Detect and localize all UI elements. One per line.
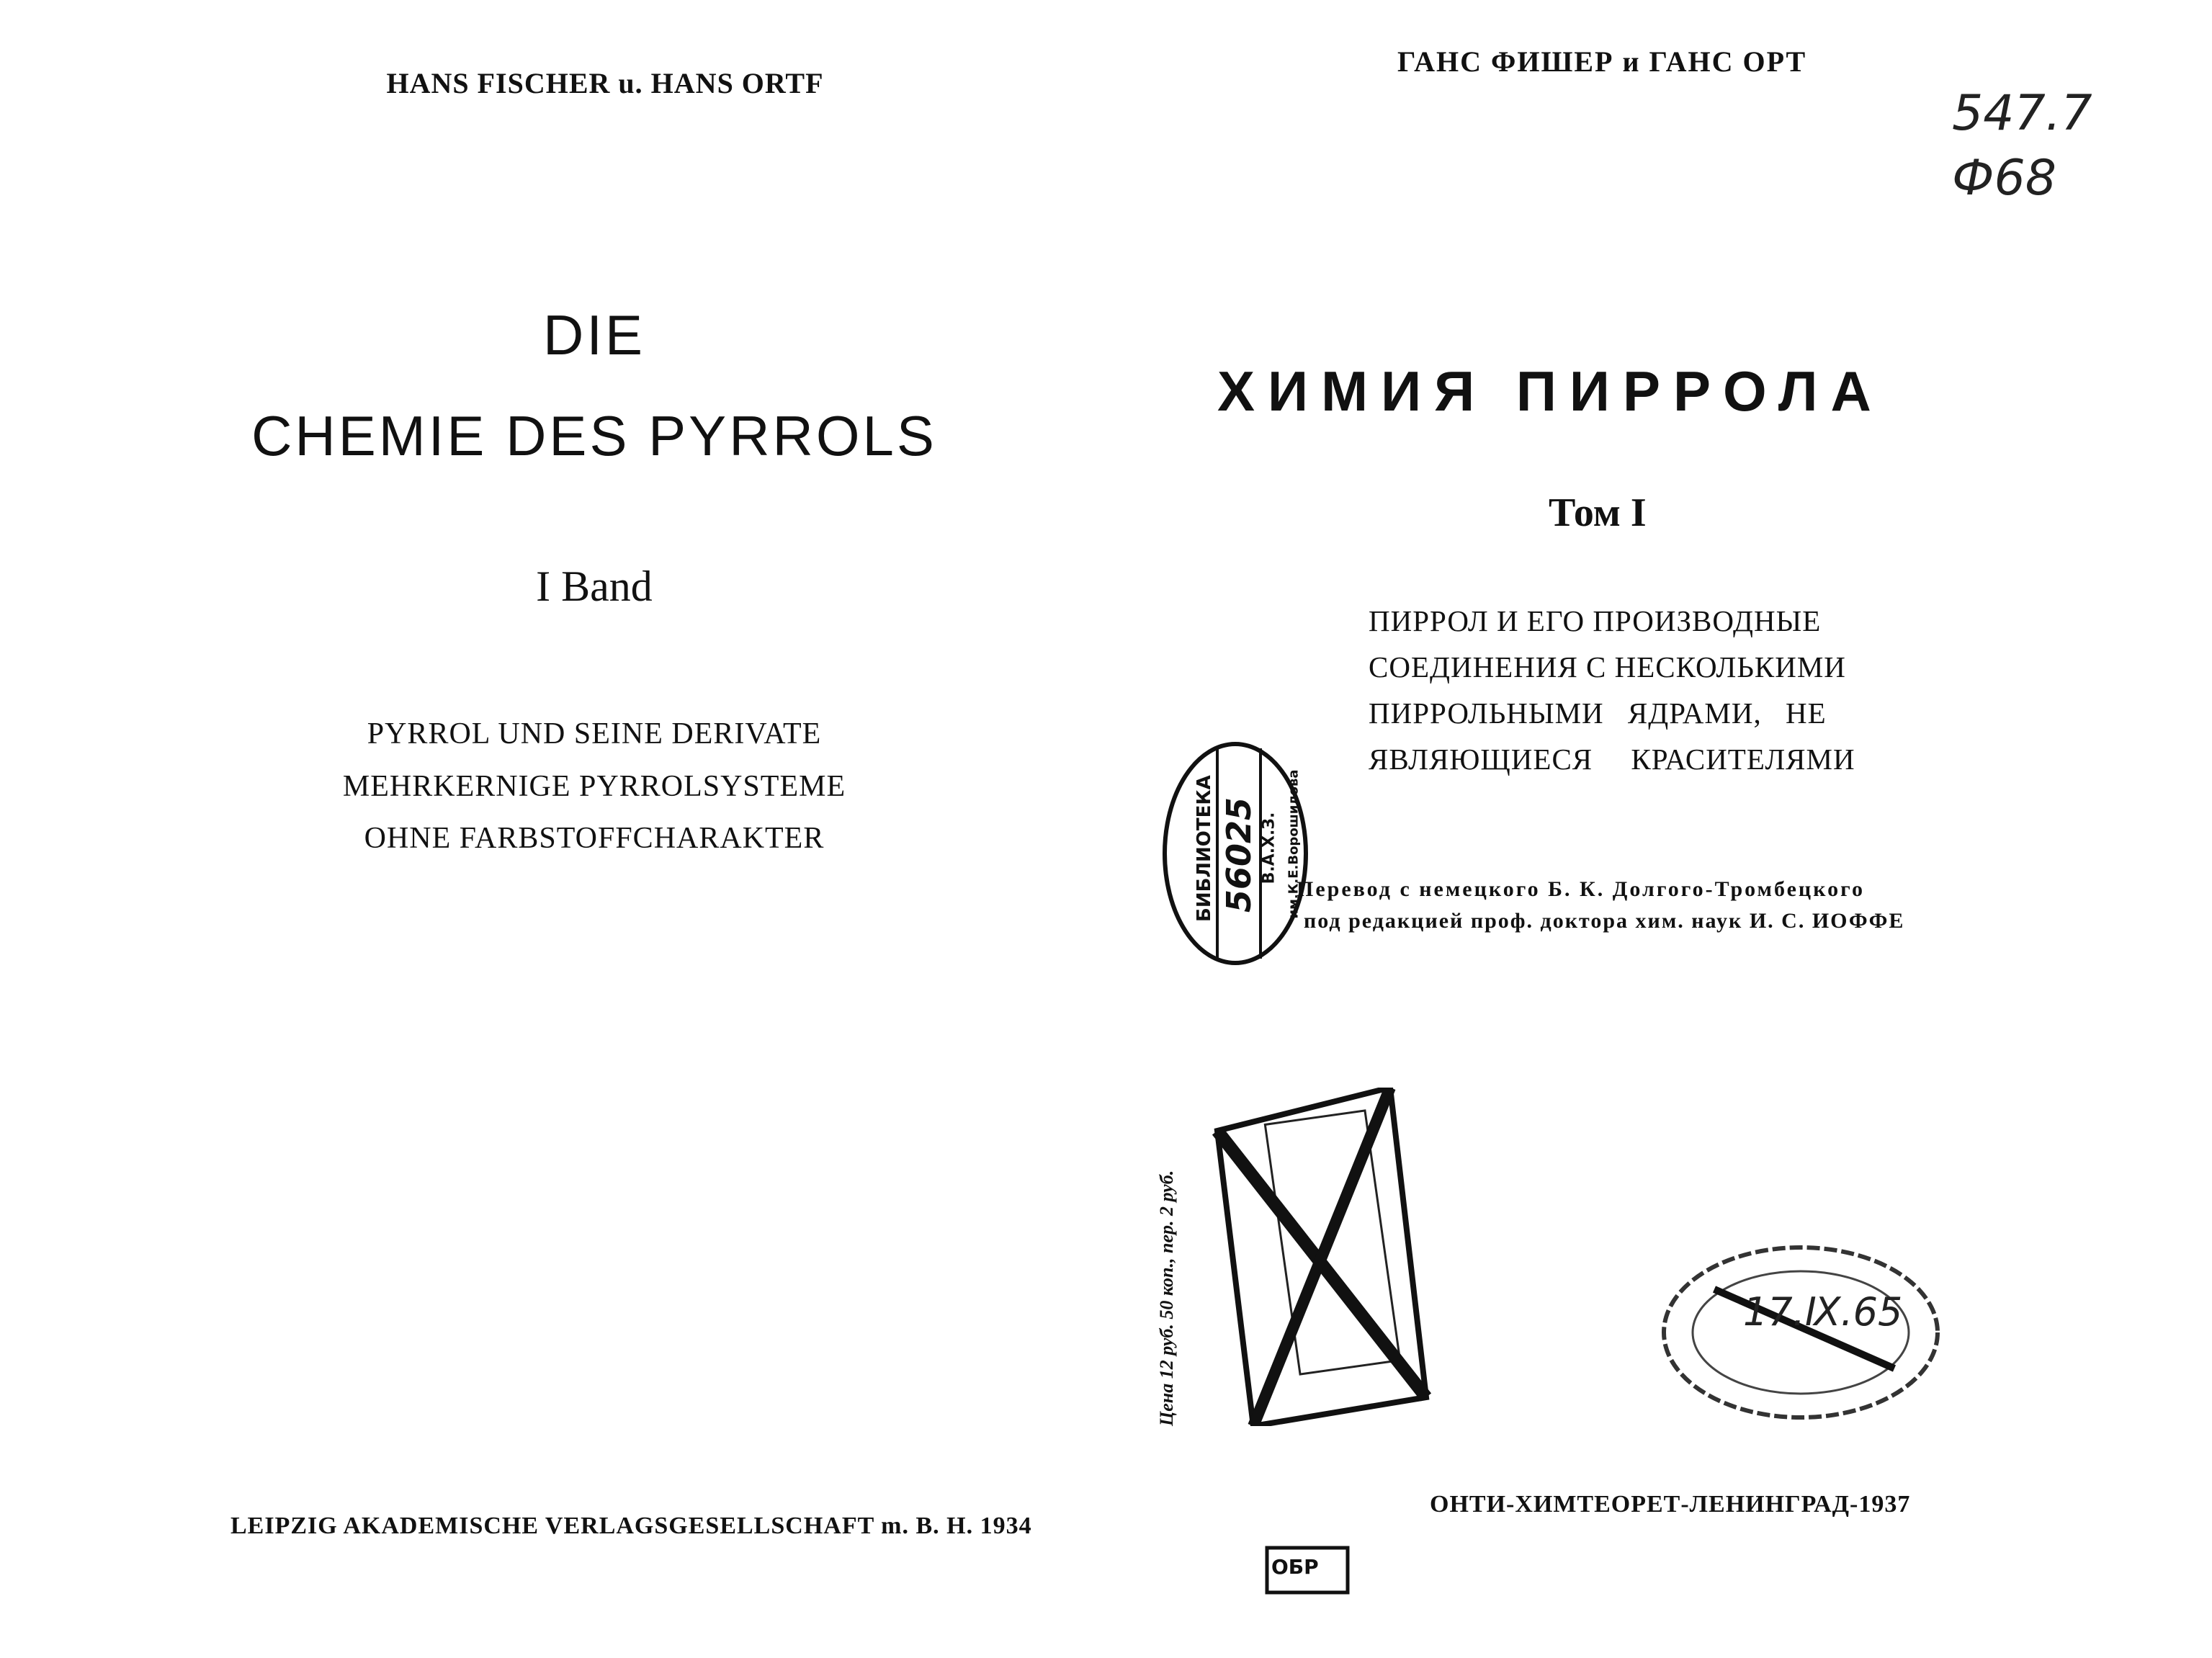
library-stamp-number: 56025 — [1219, 797, 1258, 913]
publisher-russian: ОНТИ-ХИМТЕОРЕТ-ЛЕНИНГРАД-1937 — [1430, 1491, 1911, 1518]
authors-russian: ГАНС ФИШЕР и ГАНС ОРТ — [1397, 45, 1807, 78]
small-stamp — [1264, 1545, 1351, 1595]
translator-credit: Перевод с немецкого Б. К. Долгого-Тромбецкого — [1297, 877, 1865, 901]
title-russian: ХИМИЯ ПИРРОЛА — [1217, 359, 1884, 423]
volume-russian: Том I — [1549, 490, 1647, 535]
library-stamp-name: им.К.Е.Ворошилова — [1286, 769, 1302, 919]
library-stamp — [1160, 738, 1311, 969]
subtitle-russian-line3: ПИРРОЛЬНЫМИ ЯДРАМИ, НЕ — [1369, 696, 1827, 730]
library-stamp-label: БИБЛИОТЕКА — [1194, 775, 1215, 922]
subtitle-russian-line4: ЯВЛЯЮЩИЕСЯ КРАСИТЕЛЯМИ — [1369, 743, 1855, 776]
volume-german: I Band — [536, 563, 653, 610]
subtitle-german-line3: OHNE FARBSTOFFCHARAKTER — [364, 822, 825, 855]
library-stamp-org: В.А.Х.З. — [1260, 812, 1279, 884]
price-label: Цена 12 руб. 50 коп., пер. 2 руб. — [1156, 1170, 1177, 1426]
right-title-page — [1124, 0, 2212, 1658]
subtitle-russian-line1: ПИРРОЛ И ЕГО ПРОИЗВОДНЫЕ — [1369, 604, 1822, 637]
publisher-german: LEIPZIG AKADEMISCHE VERLAGSGESELLSCHAFT m. B. H. 1934 — [230, 1513, 1032, 1539]
shelf-mark-line1: 547.7 — [1952, 85, 2092, 142]
shelf-mark-line2: Ф68 — [1952, 150, 2057, 207]
subtitle-german-line1: PYRROL UND SEINE DERIVATE — [367, 717, 822, 750]
small-stamp-text: ОБР — [1271, 1555, 1319, 1579]
subtitle-german-line2: MEHRKERNIGE PYRROLSYSTEME — [342, 770, 846, 803]
oval-stamp-date: 17.Ⅸ.65 — [1743, 1289, 1903, 1335]
library-date-stamp — [1657, 1224, 1945, 1440]
title-german-line1: DIE — [542, 303, 646, 367]
authors-german: HANS FISCHER u. HANS ORTF — [386, 67, 824, 99]
cross-mark-icon — [1203, 1088, 1433, 1426]
title-german-line2: CHEMIE DES PYRROLS — [251, 404, 937, 467]
subtitle-russian-line2: СОЕДИНЕНИЯ С НЕСКОЛЬКИМИ — [1369, 650, 1846, 684]
editor-credit: под редакцией проф. доктора хим. наук И. С. ИОФФЕ — [1304, 909, 1905, 933]
crossed-out-stamp — [1203, 1088, 1433, 1426]
